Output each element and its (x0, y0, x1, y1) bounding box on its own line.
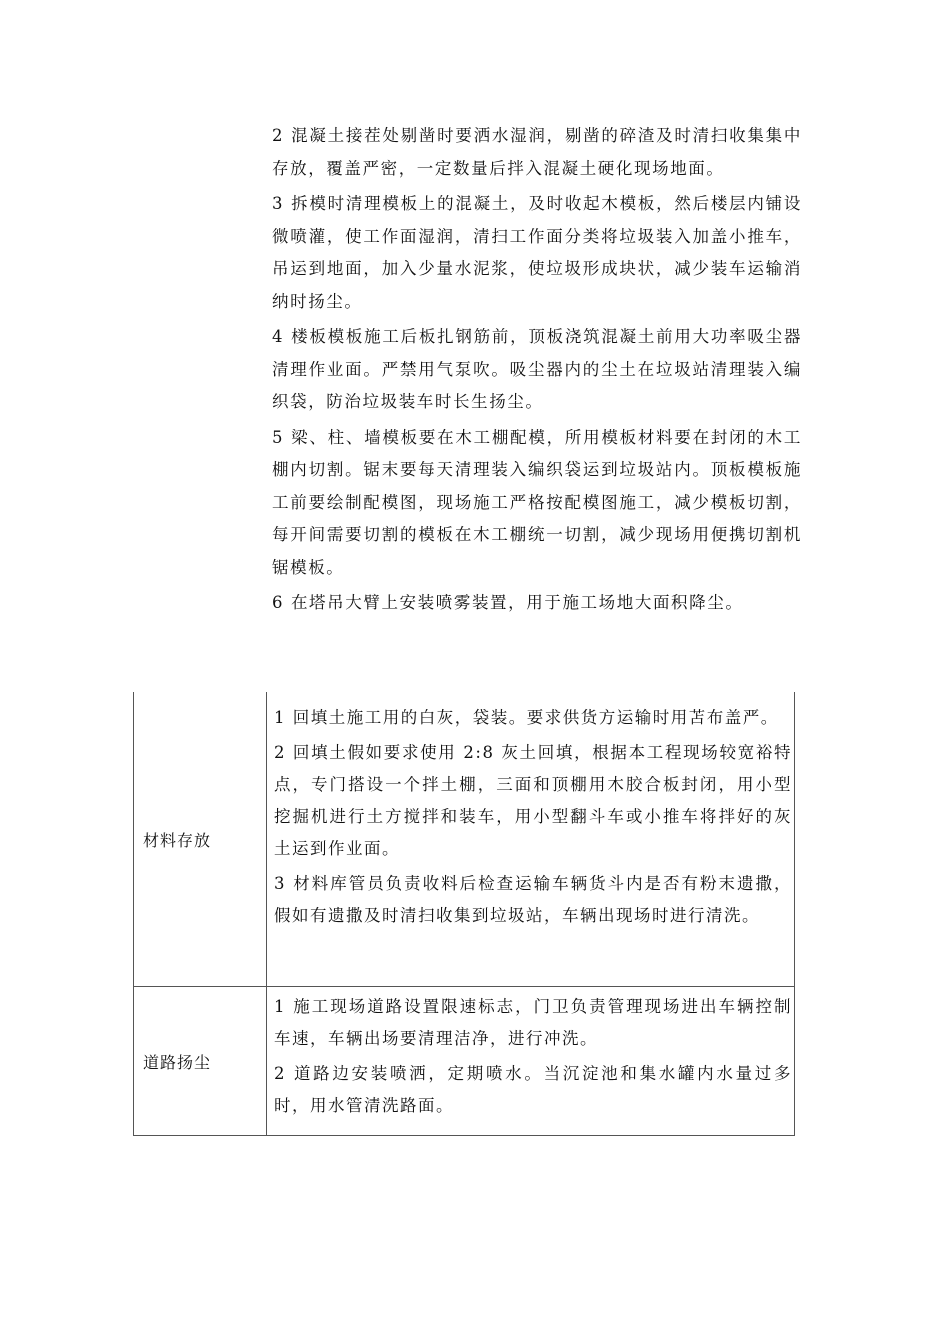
measure-paragraph: 2 道路边安装喷洒，定期喷水。当沉淀池和集水罐内水量过多时，用水管清洗路面。 (274, 1064, 792, 1115)
row-label: 材料存放 (134, 692, 267, 986)
row-content (274, 702, 792, 986)
measure-paragraph: 5 梁、柱、墙模板要在木工棚配模，所用模板材料要在封闭的木工棚内切割。锯末要每天清理装入编织袋运到垃圾站内。顶板模板施工前要绘制配模图，现场施工严格按配模图施工，减少模板切割，每开间需要切割的模板在木工棚统一切割，减少现场用便携切割机锯模板。 (272, 427, 802, 577)
measure-paragraph: 3 拆模时清理模板上的混凝土，及时收起木模板，然后楼层内铺设微喷灌，使工作面湿润，清扫工作面分类将垃圾装入加盖小推车，吊运到地面，加入少量水泥浆，使垃圾形成块状，减少装车运输消纳时扬尘。 (272, 194, 802, 311)
measure-paragraph: 3 材料库管员负责收料后检查运输车辆货斗内是否有粉末遗撒，假如有遗撒及时清扫收集到垃圾站，车辆出现场时进行清洗。 (274, 874, 792, 925)
measure-paragraph: 1 施工现场道路设置限速标志，门卫负责管理现场进出车辆控制车速，车辆出场要清理洁净，进行冲洗。 (274, 997, 792, 1048)
dust-control-table (133, 692, 795, 1136)
measure-paragraph: 2 回填土假如要求使用 2:8 灰土回填，根据本工程现场较宽裕特点，专门搭设一个拌土棚，三面和顶棚用木胶合板封闭，用小型挖掘机进行土方搅拌和装车，用小型翻斗车或小推车将拌好的灰土运到作业面。 (274, 743, 792, 858)
table-row-road-dust (134, 986, 795, 1135)
measure-paragraph: 4 楼板模板施工后板扎钢筋前，顶板浇筑混凝土前用大功率吸尘器清理作业面。严禁用气泵吹。吸尘器内的尘土在垃圾站清理装入编织袋，防治垃圾装车时长生扬尘。 (272, 327, 802, 411)
row-label: 道路扬尘 (134, 987, 267, 1135)
table-row-material-storage (134, 692, 795, 986)
row-content (274, 991, 792, 1131)
continued-measures-block (272, 120, 802, 623)
measure-paragraph: 2 混凝土接茬处剔凿时要洒水湿润，剔凿的碎渣及时清扫收集集中存放，覆盖严密，一定数量后拌入混凝土硬化现场地面。 (272, 126, 802, 178)
measure-paragraph: 6 在塔吊大臂上安装喷雾装置，用于施工场地大面积降尘。 (272, 593, 744, 612)
measure-paragraph: 1 回填土施工用的白灰，袋装。要求供货方运输时用苫布盖严。 (274, 708, 779, 727)
